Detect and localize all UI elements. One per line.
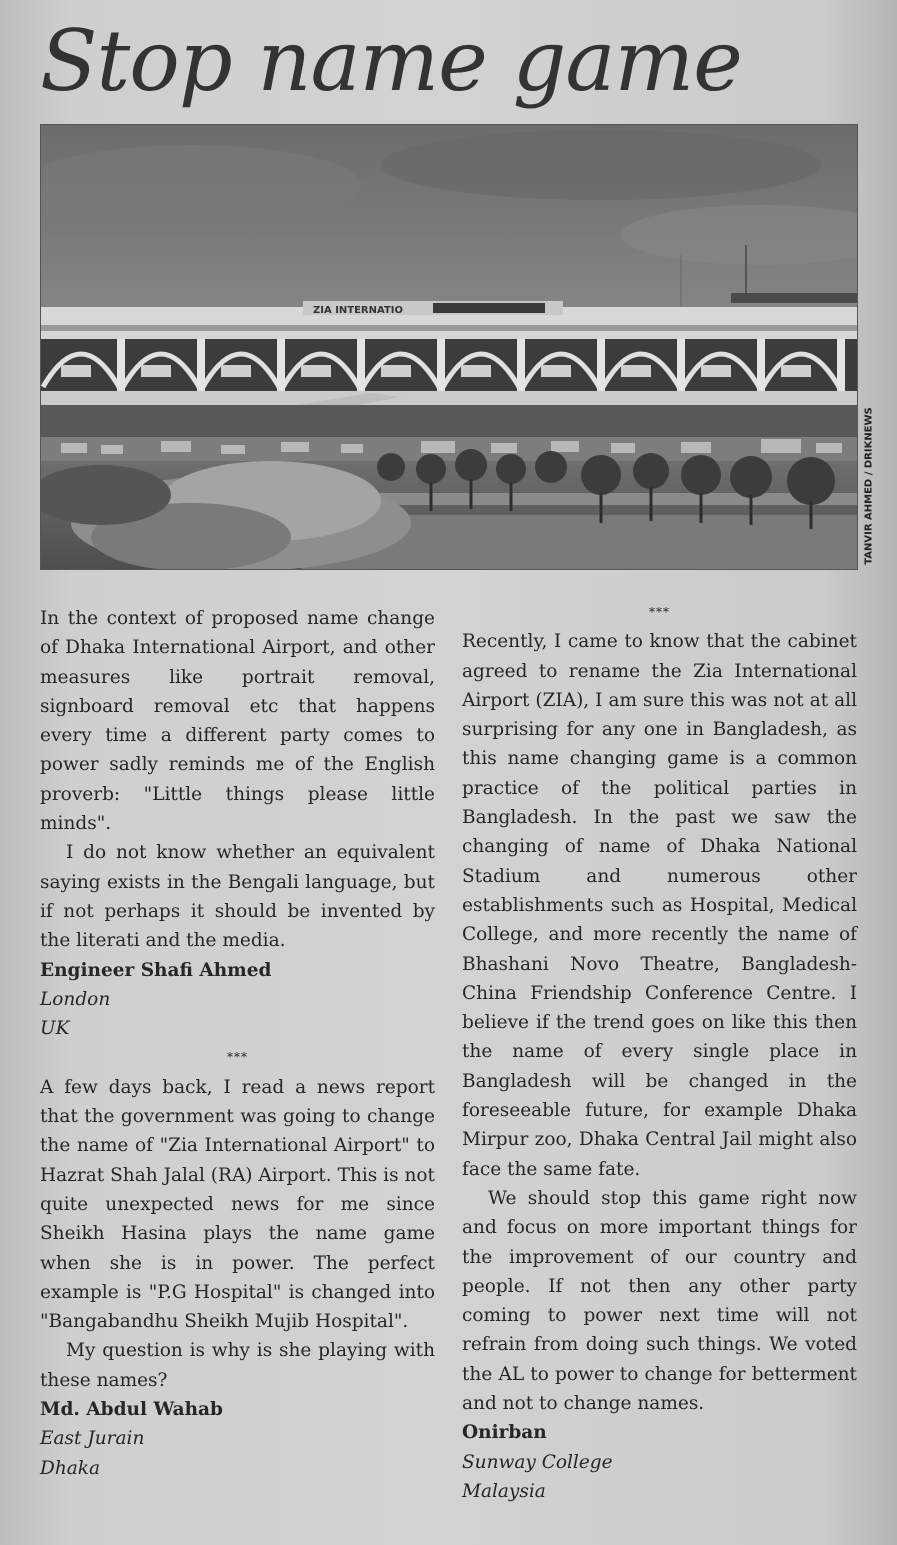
letter-paragraph: My question is why is she playing with these names? xyxy=(40,1340,435,1391)
letter-separator: *** xyxy=(649,605,670,619)
letter-author: Onirban xyxy=(462,1422,547,1444)
left-column xyxy=(40,604,435,1483)
letter xyxy=(40,1073,435,1483)
letter-paragraph: A few days back, I read a news report that the government was going to change the name of "Zia International Airport" to Hazrat Shah Jalal (RA) Airport. This is not quite unexpected news for me since Sheikh Hasina plays the name game when she is in power. The perfect example is "P.G Hospital" is changed into "Bangabandhu Sheikh Mujib Hospital". xyxy=(40,1076,435,1333)
letter-place: East Jurain xyxy=(40,1428,145,1450)
letter-place: UK xyxy=(40,1018,70,1040)
letter-paragraph: In the context of proposed name change of Dhaka International Airport, and other measures like portrait removal, signboard removal etc that happens every time a different party comes to power sadly reminds me of the English proverb: "Little things please little minds". xyxy=(40,608,435,835)
letter-place: Sunway College xyxy=(462,1451,613,1473)
letter-paragraph: We should stop this game right now and focus on more important things for the improvement of our country and people. If not then any other party coming to power next time will not refrain from doing such things. We voted the AL to power to change for betterment and not to change names. xyxy=(462,1187,857,1415)
airport-photo xyxy=(40,124,858,570)
letter xyxy=(40,604,435,1043)
headline: Stop name game xyxy=(40,12,742,110)
letter-paragraph: I do not know whether an equivalent saying exists in the Bengali language, but if not perhaps it should be invented by the literati and the media. xyxy=(40,842,435,952)
letter-place: London xyxy=(40,988,111,1010)
right-column xyxy=(462,598,857,1506)
letter-place: Dhaka xyxy=(40,1457,101,1479)
letter xyxy=(462,627,857,1506)
letter-place: Malaysia xyxy=(462,1480,546,1502)
letter-author: Engineer Shafi Ahmed xyxy=(40,959,272,981)
letter-paragraph: Recently, I came to know that the cabinet agreed to rename the Zia International Airport (ZIA), I am sure this was not at all surprising for any one in Bangladesh, as this name changing game is a common practice of the political parties in Bangladesh. In the past we saw the changing of name of Dhaka National Stadium and numerous other establishments such as Hospital, Medical College, and more recently the name of Bhashani Novo Theatre, Bangladesh-China Friendship Conference Centre. I believe if the trend goes on like this then the name of every single place in Bangladesh will be changed in the foreseeable future, for example Dhaka Mirpur zoo, Dhaka Central Jail might also face the same fate. xyxy=(462,631,857,1180)
terminal-sign-text: ZIA INTERNATIO xyxy=(313,305,404,316)
photo-credit: TANVIR AHMED / DRIKNEWS xyxy=(863,407,875,565)
letter-author: Md. Abdul Wahab xyxy=(40,1399,223,1421)
letter-separator: *** xyxy=(227,1050,248,1065)
